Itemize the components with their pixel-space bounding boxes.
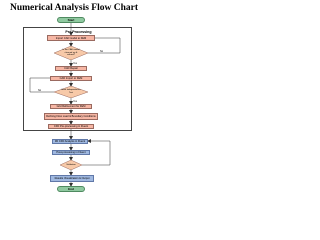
mesh-refinement-box: Grid Refinement for FEM <box>50 104 92 109</box>
cfd-preprocess-box: CFD Pre-processing in Fluent <box>48 124 94 129</box>
decision-independence <box>54 86 88 98</box>
label-no-2: No <box>38 89 42 92</box>
load-define-box: Defining Flow Load & Boundary Conditions <box>44 113 98 120</box>
decision2-text: Ideal Independence Test <box>61 89 81 94</box>
decision1-text: Is the CAD model cleaned up & refined? <box>62 49 80 57</box>
end-terminal: End <box>57 186 85 192</box>
chart-title: Numerical Analysis Flow Chart <box>10 3 138 13</box>
flowchart-page <box>0 0 149 198</box>
validation-text: Validation <box>66 163 76 166</box>
section-label: Pre Processing <box>65 30 92 34</box>
label-no-1: No <box>100 50 104 53</box>
cad-repair-box: CAD Repair <box>55 66 87 71</box>
cad-import-box: CAD Import to FEM <box>50 76 92 81</box>
start-terminal: Start <box>57 17 85 23</box>
decision-validation <box>60 160 82 170</box>
import-cad-box: Import CAD model to FEM <box>47 35 95 41</box>
label-yes-2: Yes <box>73 100 77 103</box>
label-yes-1: Yes <box>73 62 77 65</box>
decision-cad-cleaned <box>54 46 88 60</box>
cfd-analysis-box: 3D CFD Analysis in Fluent <box>52 139 88 144</box>
visualization-box: Results Visualization & Output <box>50 175 94 182</box>
postprocessing-box: Post-processing in Fluent <box>52 150 90 155</box>
